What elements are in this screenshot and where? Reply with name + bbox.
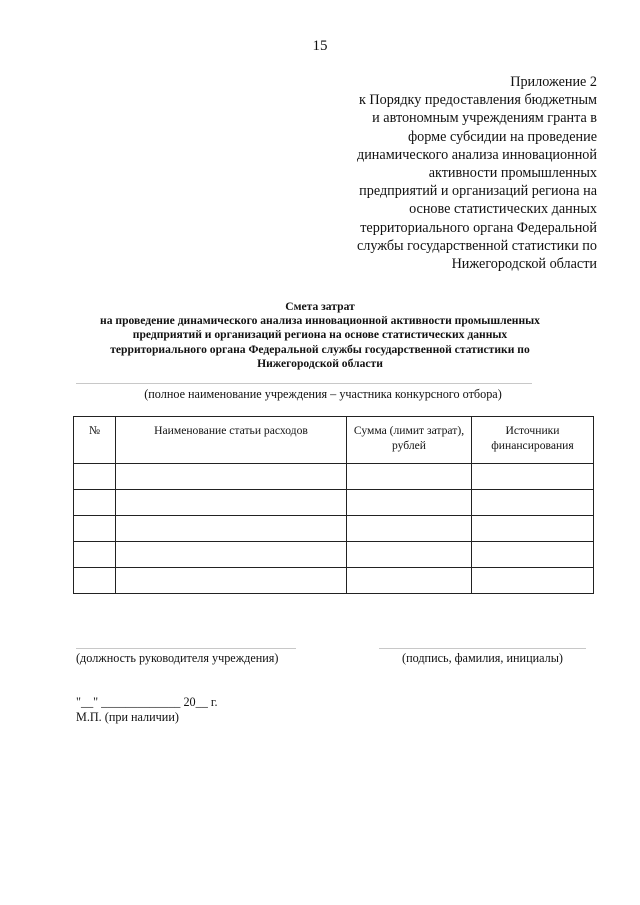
title-line: Смета затрат [285,300,355,313]
stamp-note: М.П. (при наличии) [76,710,179,724]
table-cell [472,542,594,568]
appendix-line: и автономным учреждениям гранта в [372,110,597,127]
appendix-line: динамического анализа инновационной [357,146,597,163]
table-cell [472,568,594,594]
org-name-blank [76,383,532,384]
table-cell [116,568,347,594]
column-header-funding-sources: Источники финансирования [472,417,594,464]
appendix-line: Приложение 2 [510,74,597,90]
appendix-line: к Порядку предоставления бюджетным [358,92,597,109]
table-cell [116,490,347,516]
signature-caption: (подпись, фамилия, инициалы) [402,651,563,665]
table-cell [74,568,116,594]
appendix-line: Нижегородской области [451,256,597,273]
table-cell [116,516,347,542]
title-line: предприятий и организаций региона на основе статистических данных [132,328,508,342]
table-cell [116,464,347,490]
appendix-line: форме субсидии на проведение [407,128,597,145]
table-row [74,568,594,594]
appendix-header [307,73,597,273]
table-cell [347,464,472,490]
position-blank [76,648,296,649]
table-row [74,542,594,568]
appendix-line: основе статистических данных [409,201,597,218]
table-row [74,516,594,542]
table-cell [472,464,594,490]
table-cell [74,542,116,568]
table-row [74,490,594,516]
table-cell [74,464,116,490]
column-header-expense-item: Наименование статьи расходов [116,417,347,464]
signature-blank [379,648,586,649]
table-cell [116,542,347,568]
table-cell [472,490,594,516]
table-cell [347,568,472,594]
table-cell [347,516,472,542]
appendix-line: предприятий и организаций региона на [359,183,597,200]
position-caption: (должность руководителя учреждения) [76,651,279,665]
document-title [60,300,580,371]
table-cell [74,516,116,542]
appendix-line: территориального органа Федеральной [360,219,597,236]
table-cell [347,542,472,568]
title-line: территориального органа Федеральной службы государственной статистики по [110,342,530,356]
column-header-amount: Сумма (лимит затрат), рублей [347,417,472,464]
table-row [74,464,594,490]
title-line: на проведение динамического анализа инновационной активности промышленных [100,314,540,328]
table-header-row [74,417,594,464]
cost-table [73,416,594,594]
table-cell [472,516,594,542]
org-name-caption: (полное наименование учреждения – участника конкурсного отбора) [144,387,502,401]
table-cell [74,490,116,516]
appendix-line: службы государственной статистики по [356,237,597,254]
page-number: 15 [312,38,328,54]
date-line: "__" _____________ 20__ г. [76,695,218,709]
appendix-line: активности промышленных [428,165,597,182]
column-header-number: № [74,417,116,464]
title-line: Нижегородской области [257,356,383,370]
table-cell [347,490,472,516]
